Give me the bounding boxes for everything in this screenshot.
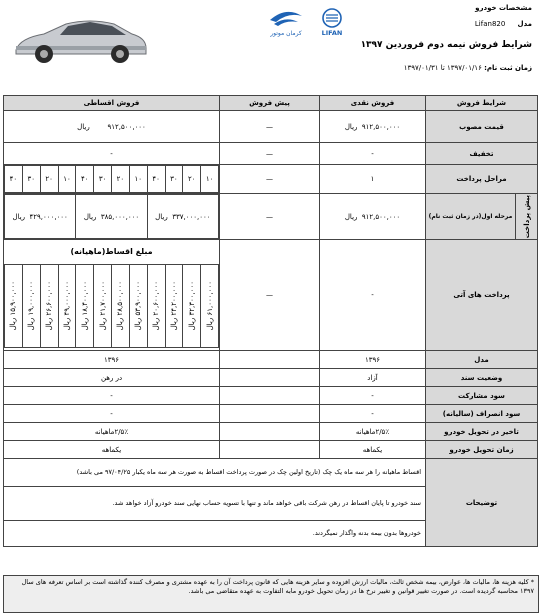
install-model: ۱۳۹۶	[4, 351, 220, 369]
installment-cell	[5, 265, 23, 348]
installment-cell	[94, 265, 112, 348]
installment-value	[99, 281, 107, 330]
presale-discount: —	[220, 143, 320, 165]
installment-unit: ریال	[9, 318, 18, 331]
cash-prepay	[320, 194, 426, 240]
presale-stages: —	[220, 165, 320, 194]
prepay-unit: ریال	[83, 212, 97, 221]
svg-text:LIFAN: LIFAN	[321, 29, 343, 37]
presale-delivery	[220, 441, 320, 459]
installment-unit: ریال	[187, 318, 196, 331]
col-head-install: فروش اقساطی	[4, 96, 220, 111]
model-label: مدل	[517, 20, 532, 28]
stage-cell: ۳۰	[165, 166, 183, 193]
install-approved-price	[4, 111, 220, 143]
registration-time	[404, 64, 532, 72]
model-row	[392, 20, 532, 28]
stage-cell: ۱۰	[129, 166, 147, 193]
presale-future: —	[220, 240, 320, 351]
installment-amount: ۲۸,۵۰۰,۰۰۰	[116, 281, 125, 316]
prepay-value: ۴۲۹,۰۰۰,۰۰۰	[29, 212, 68, 221]
prepay-value: ۳۳۷,۰۰۰,۰۰۰	[172, 212, 211, 221]
installment-title: مبلغ اقساط(ماهیانه)	[70, 247, 153, 256]
car-image	[10, 12, 150, 68]
stage-cell: ۱۰	[201, 166, 219, 193]
presale-approved-price: —	[220, 111, 320, 143]
footer-note: * کلیه هزینه ها، مالیات ها، عوارض، بیمه شخص ثالث، مالیات ارزش افزوده و سایر هزینه هایی که قانون پرداخت آن را به عهده مشتری و مصرف کننده گذاشته است بر اساس تعرفه های سال ۱۳۹۷ محاسبه گردیده است. در صورت تغییر قوانین و تغییر نرخ ها در زمان تحویل خودرو مابه التفاوت به عهده متقاضی می باشد.	[3, 575, 539, 613]
installment-amount: ۱۵,۹۰۰,۰۰۰	[9, 281, 18, 316]
installment-cell	[40, 265, 58, 348]
row-label-discount: تخفیف	[426, 143, 538, 165]
cash-stages: ۱	[320, 165, 426, 194]
install-prepay-grid	[4, 194, 219, 239]
installment-grid	[4, 264, 219, 348]
row-label-doc-status: وضعیت سند	[426, 369, 538, 387]
installment-amount: ۵۳,۹۰۰,۰۰۰	[134, 281, 143, 316]
install-delay: ۲/۵٪ماهیانه	[4, 423, 220, 441]
svg-text:کرمان موتور: کرمان موتور	[270, 30, 302, 37]
installment-cell	[147, 265, 165, 348]
installment-amount: ۲۴,۲۰۰,۰۰۰	[169, 281, 178, 316]
installment-unit: ریال	[80, 318, 89, 331]
presale-prepay: —	[220, 194, 320, 240]
row-label-prepay: مرحله اول(در زمان ثبت نام)	[426, 194, 516, 240]
cash-discount: -	[320, 143, 426, 165]
installment-unit: ریال	[134, 318, 143, 331]
install-price-value: ۹۱۲,۵۰۰,۰۰۰	[107, 122, 146, 131]
prepay-cell	[147, 195, 218, 239]
row-label-delivery: زمان تحویل خودرو	[426, 441, 538, 459]
installment-value	[206, 281, 214, 330]
stage-cell: ۴۰	[76, 166, 94, 193]
note-item: اقساط ماهیانه را هر سه ماه یک چک (تاریخ اولین چک در صورت پرداخت اقساط به صورت هر سه ماه یکبار ۹۷/۰۴/۲۵ می باشد)	[4, 459, 426, 487]
row-label-partnership: سود مشارکت	[426, 387, 538, 405]
installment-amount: ۴۹,۰۰۰,۰۰۰	[62, 281, 71, 316]
installment-value	[45, 281, 53, 330]
cash-delivery: یکماهه	[320, 441, 426, 459]
prepay-group-label: پیش پرداخت	[522, 194, 531, 239]
installment-value	[27, 281, 35, 330]
stage-cell: ۴۰	[147, 166, 165, 193]
installment-cell	[183, 265, 201, 348]
installment-value	[9, 281, 17, 330]
installment-unit: ریال	[62, 318, 71, 331]
presale-partnership	[220, 387, 320, 405]
installment-cell	[58, 265, 76, 348]
installment-unit: ریال	[116, 318, 125, 331]
install-cancel-profit: -	[4, 405, 220, 423]
col-head-presale: پیش فروش	[220, 96, 320, 111]
install-discount: -	[4, 143, 220, 165]
cash-doc-status: آزاد	[320, 369, 426, 387]
install-stages-grid	[4, 165, 219, 193]
installment-unit: ریال	[98, 318, 107, 331]
cash-model: ۱۳۹۶	[320, 351, 426, 369]
installment-amount: ۲۱,۷۰۰,۰۰۰	[98, 281, 107, 316]
installment-cell	[112, 265, 130, 348]
installment-amount: ۲۰,۶۰۰,۰۰۰	[152, 281, 161, 316]
stage-cell: ۲۰	[40, 166, 58, 193]
installment-value	[134, 281, 142, 330]
installment-cell	[129, 265, 147, 348]
note-item: خودروها بدون بیمه بدنه واگذار نمیگردند.	[4, 521, 426, 547]
kerman-motor-logo	[266, 6, 306, 38]
registration-value: ۱۳۹۷/۰۱/۱۶ تا ۱۳۹۷/۰۱/۳۱	[403, 64, 482, 72]
col-head-cash: فروش نقدی	[320, 96, 426, 111]
header	[0, 0, 540, 95]
model-value: Lifan820	[474, 20, 506, 28]
installment-cell	[165, 265, 183, 348]
installment-value	[170, 281, 178, 330]
presale-delay	[220, 423, 320, 441]
installment-amount: ۱۹,۰۰۰,۰۰۰	[27, 281, 36, 316]
prepay-value: ۳۸۵,۰۰۰,۰۰۰	[100, 212, 140, 221]
stage-cell: ۴۰	[5, 166, 23, 193]
cash-delay: ۲/۵٪ماهیانه	[320, 423, 426, 441]
presale-doc-status	[220, 369, 320, 387]
stage-cell: ۳۰	[22, 166, 40, 193]
stage-cell: ۱۰	[58, 166, 76, 193]
installment-cell	[22, 265, 40, 348]
sales-conditions-table	[3, 95, 538, 547]
cash-cancel-profit: -	[320, 405, 426, 423]
note-item: سند خودرو تا پایان اقساط در رهن شرکت باقی خواهد ماند و تنها با تسویه حساب نهایی سند خودرو آزاد خواهد شد.	[4, 487, 426, 521]
installment-value	[81, 281, 89, 330]
install-partnership: -	[4, 387, 220, 405]
installment-unit: ریال	[205, 318, 214, 331]
spec-title: مشخصات خودرو	[475, 4, 532, 12]
installment-amount: ۶۱,۰۰۰,۰۰۰	[205, 281, 214, 316]
install-stages	[4, 165, 220, 194]
row-label-future-payments: پرداخت های آتی	[426, 240, 538, 351]
install-delivery: یکماهه	[4, 441, 220, 459]
installment-amount: ۲۶,۶۰۰,۰۰۰	[45, 281, 54, 316]
conditions-title: شرایط فروش نیمه دوم فروردین ۱۳۹۷	[360, 40, 532, 50]
installment-unit: ریال	[169, 318, 178, 331]
row-label-model: مدل	[426, 351, 538, 369]
prepay-unit: ریال	[155, 212, 168, 221]
col-head-conditions: شرایط فروش	[426, 96, 538, 111]
stage-cell: ۳۰	[94, 166, 112, 193]
installment-amount: ۱۸,۴۰۰,۰۰۰	[80, 281, 89, 316]
stage-cell: ۲۰	[183, 166, 201, 193]
installment-amount: ۳۲,۳۰۰,۰۰۰	[187, 281, 196, 316]
row-label-approved-price: قیمت مصوب	[426, 111, 538, 143]
presale-model	[220, 351, 320, 369]
installment-unit: ریال	[27, 318, 36, 331]
cash-prepay-value: ۹۱۲,۵۰۰,۰۰۰	[361, 212, 401, 221]
installment-value	[63, 281, 71, 330]
installment-unit: ریال	[152, 318, 161, 331]
prepay-unit: ریال	[12, 212, 26, 221]
row-label-stages: مراحل پرداخت	[426, 165, 538, 194]
stage-cell: ۲۰	[112, 166, 130, 193]
row-label-delay: تاخیر در تحویل خودرو	[426, 423, 538, 441]
installment-value	[116, 281, 124, 330]
cash-prepay-unit: ریال	[344, 212, 358, 221]
presale-cancel-profit	[220, 405, 320, 423]
install-prepay	[4, 194, 220, 240]
cash-approved-price	[320, 111, 426, 143]
row-label-cancel-profit: سود انصراف (سالیانه)	[426, 405, 538, 423]
row-label-notes: توضیحات	[426, 459, 538, 547]
cash-future: -	[320, 240, 426, 351]
install-price-unit: ریال	[77, 122, 90, 131]
install-doc-status: در رهن	[4, 369, 220, 387]
lifan-logo	[314, 6, 350, 38]
cash-price-unit: ریال	[344, 122, 358, 131]
prepay-cell	[5, 195, 76, 239]
cash-price-value: ۹۱۲,۵۰۰,۰۰۰	[361, 122, 401, 131]
install-future	[4, 240, 220, 351]
prepay-cell	[76, 195, 147, 239]
installment-cell	[201, 265, 219, 348]
installment-cell	[76, 265, 94, 348]
installment-unit: ریال	[45, 318, 54, 331]
registration-label: زمان ثبت نام:	[484, 64, 532, 72]
installment-value	[188, 281, 196, 330]
row-group-prepay	[516, 194, 538, 240]
installment-value	[152, 281, 160, 330]
cash-partnership: -	[320, 387, 426, 405]
